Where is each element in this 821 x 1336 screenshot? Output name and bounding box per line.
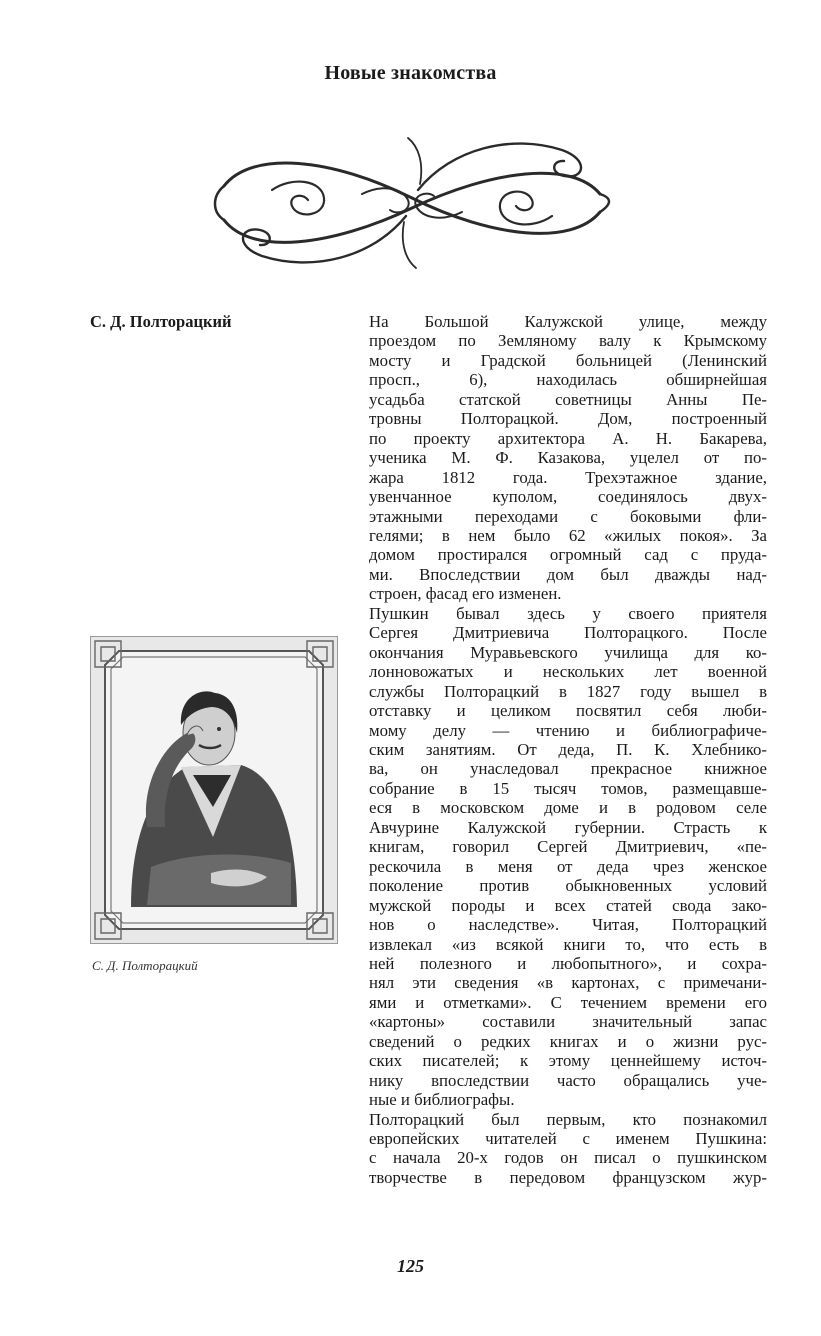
text-line: ученика М. Ф. Казакова, уцелел от по- [369, 448, 767, 468]
section-heading: С. Д. Полторацкий [90, 312, 232, 331]
text-line: усадьба статской советницы Анны Пе- [369, 389, 767, 409]
text-line: проездом по Земляному валу к Крымскому [369, 331, 767, 351]
text-line: Сергея Дмитриевича Полторацкого. После [369, 623, 767, 643]
text-line: с начала 20-х годов он писал о пушкинском [369, 1148, 767, 1168]
decorative-scroll-icon [212, 128, 612, 276]
text-line: сведений о редких книгах и о жизни рус- [369, 1031, 767, 1051]
text-line: ским занятиям. От деда, П. К. Хлебнико- [369, 739, 767, 759]
text-line: окончания Муравьевского училища для ко- [369, 642, 767, 662]
text-line: нов о наследстве». Читая, Полторацкий [369, 915, 767, 935]
text-line: рескочила в меня от деда чрез женское [369, 856, 767, 876]
text-line: мому делу — чтению и библиографиче- [369, 720, 767, 740]
text-line: по проекту архитектора А. Н. Бакарева, [369, 428, 767, 448]
page-number: 125 [397, 1256, 424, 1276]
text-line: тровны Полторацкой. Дом, построенный [369, 409, 767, 429]
portrait-caption: С. Д. Полторацкий [92, 958, 198, 973]
text-line: творчестве в передовом французском жур- [369, 1167, 767, 1187]
portrait-image [90, 636, 338, 944]
text-line: службы Полторацкий в 1827 году вышел в [369, 681, 767, 701]
text-line: собрание в 15 тысяч томов, размещавше- [369, 778, 767, 798]
text-line: этажными переходами с боковыми фли- [369, 506, 767, 526]
text-line: ней полезного и любопытного», и сохра- [369, 953, 767, 973]
text-line: строен, фасад его изменен. [369, 584, 562, 604]
body-text [369, 312, 767, 1187]
text-line: ями и отметками». С течением времени его [369, 992, 767, 1012]
chapter-title: Новые знакомства [324, 62, 497, 84]
text-line: жара 1812 года. Трехэтажное здание, [369, 467, 767, 487]
text-line: европейских читателей с именем Пушкина: [369, 1129, 767, 1149]
text-line: Пушкин бывал здесь у своего приятеля [369, 603, 767, 623]
paragraph [369, 604, 767, 1110]
text-line: еся в московском доме и в родовом селе [369, 798, 767, 818]
text-line: просп., 6), находилась обширнейшая [369, 370, 767, 390]
text-line: мосту и Градской больницей (Ленинский [369, 350, 767, 370]
text-line: гелями; в нем было 62 «жилых покоя». За [369, 525, 767, 545]
text-line: Авчурине Калужской губернии. Страсть к [369, 817, 767, 837]
text-line: отставку и целиком посвятил себя люби- [369, 701, 767, 721]
text-line: поколение против обыкновенных условий [369, 876, 767, 896]
text-line: лонновожатых и нескольких лет военной [369, 662, 767, 682]
text-line: мужской породы и всех статей свода зако- [369, 895, 767, 915]
text-line: домом простирался огромный сад с пруда- [369, 545, 767, 565]
paragraph [369, 312, 767, 604]
text-line: Полторацкий был первым, кто познакомил [369, 1109, 767, 1129]
text-line: ских писателей; к этому ценнейшему источ- [369, 1051, 767, 1071]
text-line: увенчанное куполом, соединялось двух- [369, 487, 767, 507]
text-line: извлекал «из всякой книги то, что есть в [369, 934, 767, 954]
portrait-engraving-icon [91, 637, 337, 943]
text-line: ные и библиографы. [369, 1090, 515, 1110]
text-line: нику впоследствии часто обращались уче- [369, 1070, 767, 1090]
text-line: На Большой Калужской улице, между [369, 312, 767, 331]
text-line: книгам, говорил Сергей Дмитриевич, «пе- [369, 837, 767, 857]
text-line: «картоны» составили значительный запас [369, 1012, 767, 1032]
paragraph [369, 1110, 767, 1188]
text-line: ва, он унаследовал прекрасное книжное [369, 759, 767, 779]
text-line: ми. Впоследствии дом был дважды над- [369, 564, 767, 584]
text-line: нял эти сведения «в картонах, с примечани- [369, 973, 767, 993]
